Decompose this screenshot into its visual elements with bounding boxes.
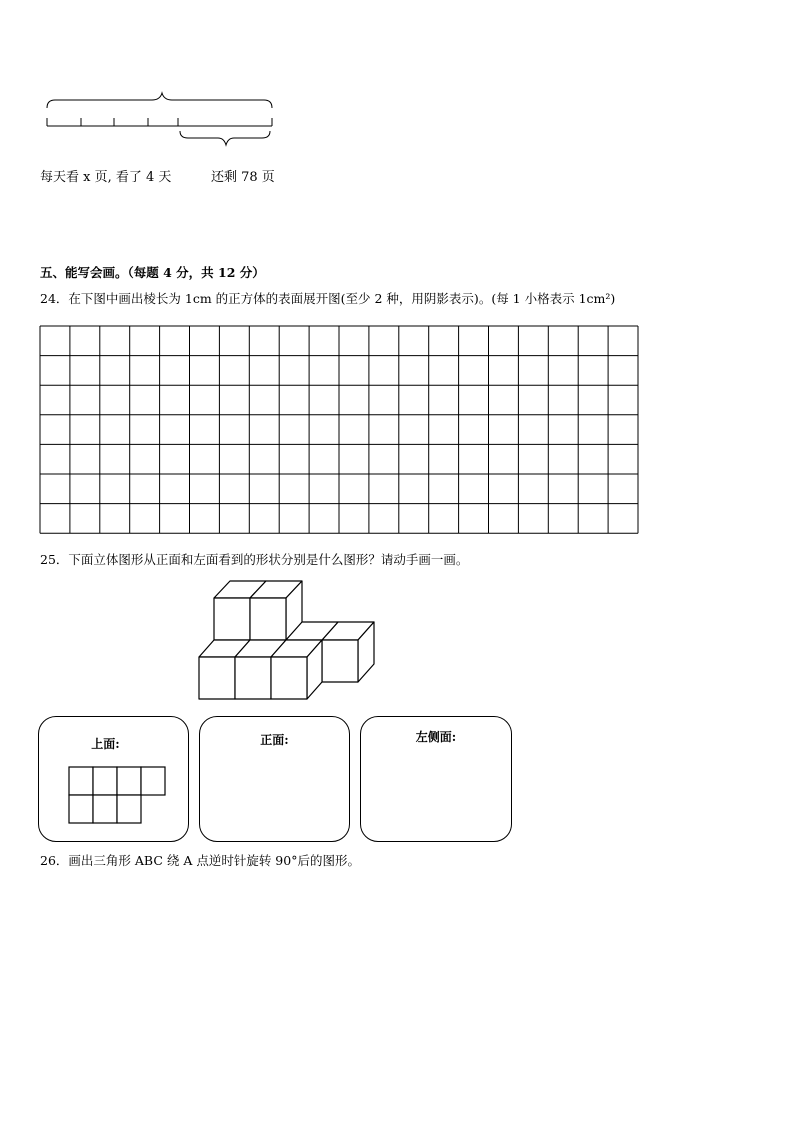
- panel-front-view-label: 正面:: [260, 733, 289, 747]
- section-five-title: 五、能写会画。（每题 4 分，共 12 分）: [40, 265, 265, 280]
- panel-left-view: [360, 716, 512, 842]
- panel-left-view-label: 左侧面:: [415, 730, 457, 744]
- segment-caption-left: 每天看 x 页, 看了 4 天: [40, 170, 172, 185]
- segment-caption-right: 还剩 78 页: [211, 170, 275, 185]
- q24-text: 24．在下图中画出棱长为 1cm 的正方体的表面展开图(至少 2 种，用阴影表示)。(每 1 小格表示 1cm²): [40, 291, 616, 306]
- q25-text: 25．下面立体图形从正面和左面看到的形状分别是什么图形？请动手画一画。: [40, 552, 469, 567]
- q26-text: 26．画出三角形 ABC 绕 A 点逆时针旋转 90°后的图形。: [40, 853, 360, 868]
- panel-top-view-label: 上面:: [91, 737, 120, 751]
- panel-front-view: [199, 716, 350, 842]
